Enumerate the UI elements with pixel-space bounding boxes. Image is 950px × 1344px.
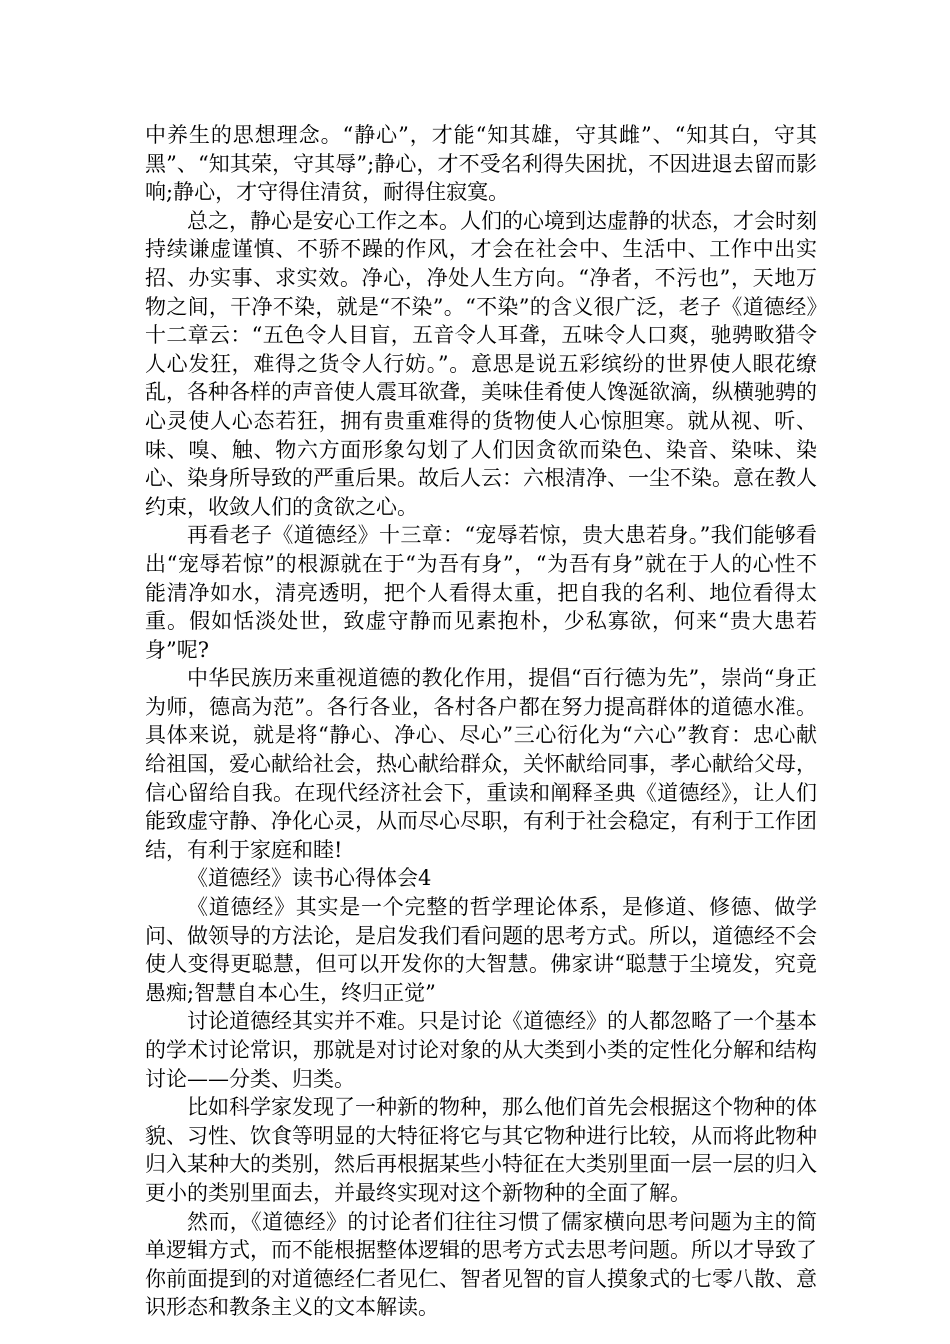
paragraph-chapter-13: 再看老子《道德经》十三章：“宠辱若惊，贵大患若身。”我们能够看出“宠辱若惊”的根源就在于“为吾有身”，“为吾有身”就在于人的心性不能清净如水，清亮透明，把个人看得太重，把自我的名利、地位看得太重。假如恬淡处世，致虚守静而见素抱朴，少私寡欲，何来“贵大患若身”呢? [145,523,817,662]
section-heading: 《道德经》读书心得体会4 [187,866,432,891]
paragraph-conclusion: 然而，《道德经》的讨论者们往往习惯了儒家横向思考问题为主的简单逻辑方式，而不能根据整体逻辑的思考方式去思考问题。所以才导致了你前面提到的对道德经仁者见仁、智者见智的盲人摸象式的七零八散、意识形态和教条主义的文本解读。 [145,1209,817,1320]
paragraph-research: 讨论道德经其实并不难。只是讨论《道德经》的人都忽略了一个基本的学术讨论常识，那就是对讨论对象的从大类到小类的定性化分解和结构讨论——分类、归类。 [145,1009,817,1091]
document-body [145,121,817,1322]
paragraph-moral-education: 中华民族历来重视道德的教化作用，提倡“百行德为先”，崇尚“身正为师，德高为范”。各行各业，各村各户都在努力提高群体的道德水准。具体来说，就是将“静心、净心、尽心”三心衍化为“六心”教育：忠心献给祖国，爱心献给社会，热心献给群众，关怀献给同事，孝心献给父母，信心留给自我。在现代经济社会下，重读和阐释圣典《道德经》，让人们能致虚守静、净化心灵，从而尽心尽职，有利于社会稳定，有利于工作团结，有利于家庭和睦! [145,666,817,862]
paragraph-continued: 中养生的思想理念。“静心”，才能“知其雄，守其雌”、“知其白，守其黑”、“知其荣，守其辱”;静心，才不受名利得失困扰，不因进退去留而影响;静心，才守得住清贫，耐得住寂寞。 [145,123,817,205]
paragraph-species-example: 比如科学家发现了一种新的物种，那么他们首先会根据这个物种的体貌、习性、饮食等明显的大特征将它与其它物种进行比较，从而将此物种归入某种大的类别，然后再根据某些小特征在大类别里面一层一层的归入更小的类别里面去，并最终实现对这个新物种的全面了解。 [145,1095,817,1205]
paragraph-philosophy: 《道德经》其实是一个完整的哲学理论体系，是修道、修德、做学问、做领导的方法论，是启发我们看问题的思考方式。所以，道德经不会使人变得更聪慧，但可以开发你的大智慧。佛家讲“聪慧于尘境发，究竟愚痴;智慧自本心生，终归正觉” [145,895,817,1005]
paragraph-jingxin: 总之，静心是安心工作之本。人们的心境到达虚静的状态，才会时刻持续谦虚谨慎、不骄不躁的作风，才会在社会中、生活中、工作中出实招、办实事、求实效。净心，净处人生方向。“净者，不污也”，天地万物之间，干净不染，就是“不染”。“不染”的含义很广泛，老子《道德经》十二章云：“五色令人目盲，五音令人耳聋，五味令人口爽，驰骋畋猎令人心发狂，难得之货令人行妨。”。意思是说五彩缤纷的世界使人眼花缭乱，各种各样的声音使人震耳欲聋，美味佳肴使人馋涎欲滴，纵横驰骋的心灵使人心态若狂，拥有贵重难得的货物使人心惊胆寒。就从视、听、味、嗅、触、物六方面形象勾划了人们因贪欲而染色、染音、染味、染心、染身所导致的严重后果。故后人云：六根清净、一尘不染。意在教人约束，收敛人们的贪欲之心。 [145,208,817,519]
